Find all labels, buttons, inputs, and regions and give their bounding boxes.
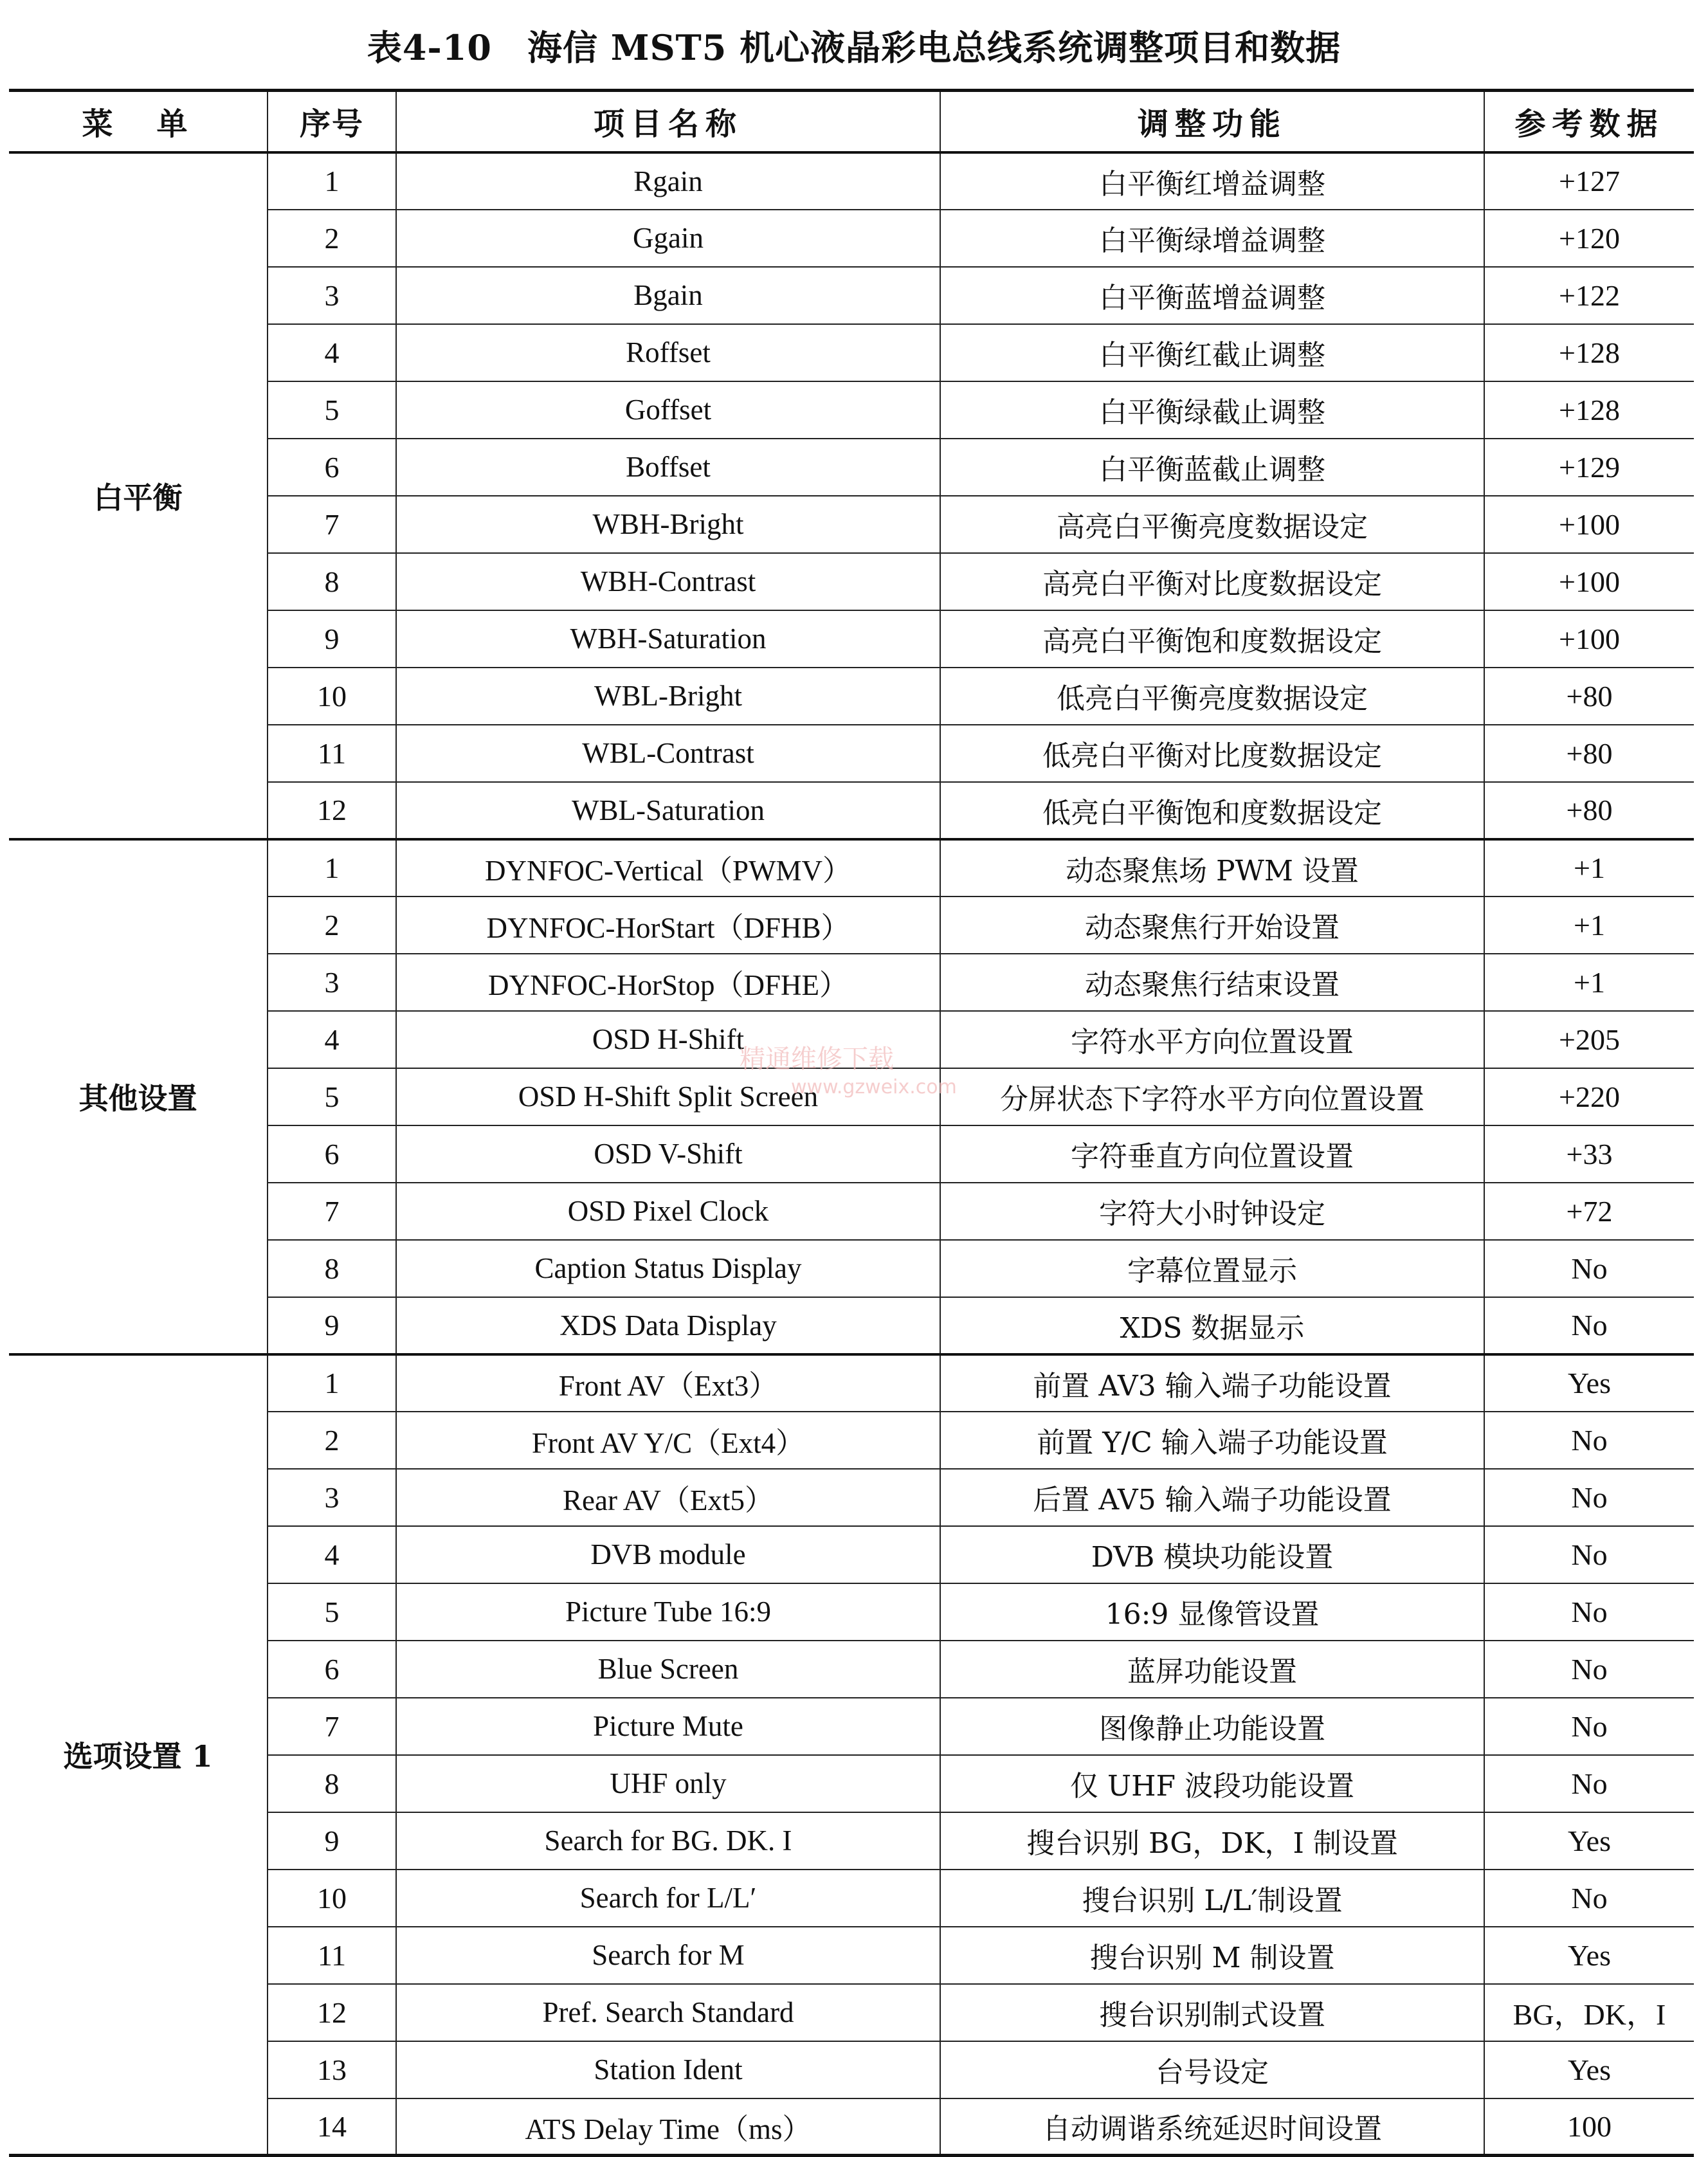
ref-value-cell: +100 (1484, 496, 1694, 553)
seq-cell: 8 (268, 1240, 396, 1297)
function-cell: 搜台识别 L/L′制设置 (940, 1870, 1484, 1927)
header-item: 项目名称 (396, 91, 940, 152)
ref-value-cell: +100 (1484, 610, 1694, 668)
function-cell: 前置 AV3 输入端子功能设置 (940, 1354, 1484, 1412)
item-name-cell: WBL-Saturation (396, 782, 940, 839)
item-name-cell: Caption Status Display (396, 1240, 940, 1297)
item-name-cell: WBH-Contrast (396, 553, 940, 610)
adjustment-table (9, 89, 1694, 2157)
ref-value-cell: +33 (1484, 1125, 1694, 1183)
seq-cell: 10 (268, 668, 396, 725)
watermark-line1: 精通维修下载 (740, 1044, 894, 1074)
seq-cell: 7 (268, 1183, 396, 1240)
seq-cell: 3 (268, 267, 396, 324)
table-title: 表4-10 海信 MST5 机心液晶彩电总线系统调整项目和数据 (367, 27, 1341, 68)
ref-value-cell: No (1484, 1698, 1694, 1755)
function-cell: 低亮白平衡亮度数据设定 (940, 668, 1484, 725)
item-name-cell: Roffset (396, 324, 940, 381)
ref-value-cell: No (1484, 1412, 1694, 1469)
function-cell: 蓝屏功能设置 (940, 1641, 1484, 1698)
ref-value-cell: No (1484, 1870, 1694, 1927)
function-cell: 白平衡红增益调整 (940, 152, 1484, 210)
ref-value-cell: 100 (1484, 2098, 1694, 2156)
menu-cell: 其他设置 (9, 839, 268, 1354)
ref-value-cell: +80 (1484, 668, 1694, 725)
function-cell: 图像静止功能设置 (940, 1698, 1484, 1755)
seq-cell: 14 (268, 2098, 396, 2156)
function-cell: 搜台识别 M 制设置 (940, 1927, 1484, 1984)
ref-value-cell: +80 (1484, 725, 1694, 782)
function-cell: XDS 数据显示 (940, 1297, 1484, 1354)
item-name-cell: DYNFOC-HorStart（DFHB） (396, 896, 940, 954)
seq-cell: 5 (268, 381, 396, 439)
function-cell: 前置 Y/C 输入端子功能设置 (940, 1412, 1484, 1469)
function-cell: 动态聚焦行结束设置 (940, 954, 1484, 1011)
ref-value-cell: No (1484, 1297, 1694, 1354)
function-cell: 低亮白平衡饱和度数据设定 (940, 782, 1484, 839)
item-name-cell: Bgain (396, 267, 940, 324)
function-cell: 动态聚焦场 PWM 设置 (940, 839, 1484, 896)
seq-cell: 9 (268, 1812, 396, 1870)
ref-value-cell: Yes (1484, 1354, 1694, 1412)
function-cell: 白平衡绿增益调整 (940, 210, 1484, 267)
ref-value-cell: +100 (1484, 553, 1694, 610)
item-name-cell: Front AV（Ext3） (396, 1354, 940, 1412)
function-cell: 字符大小时钟设定 (940, 1183, 1484, 1240)
function-cell: DVB 模块功能设置 (940, 1526, 1484, 1583)
item-name-cell: Picture Mute (396, 1698, 940, 1755)
ref-value-cell: +128 (1484, 324, 1694, 381)
ref-value-cell: +220 (1484, 1068, 1694, 1125)
ref-value-cell: BG，DK，I (1484, 1984, 1694, 2041)
seq-cell: 10 (268, 1870, 396, 1927)
function-cell: 后置 AV5 输入端子功能设置 (940, 1469, 1484, 1526)
function-cell: 白平衡蓝增益调整 (940, 267, 1484, 324)
seq-cell: 4 (268, 1011, 396, 1068)
seq-cell: 8 (268, 1755, 396, 1812)
seq-cell: 2 (268, 896, 396, 954)
ref-value-cell: No (1484, 1583, 1694, 1641)
header-ref: 参考数据 (1484, 91, 1694, 152)
item-name-cell: Rear AV（Ext5） (396, 1469, 940, 1526)
function-cell: 白平衡红截止调整 (940, 324, 1484, 381)
ref-value-cell: +122 (1484, 267, 1694, 324)
function-cell: 字幕位置显示 (940, 1240, 1484, 1297)
ref-value-cell: +120 (1484, 210, 1694, 267)
ref-value-cell: +1 (1484, 839, 1694, 896)
ref-value-cell: Yes (1484, 1927, 1694, 1984)
seq-cell: 5 (268, 1583, 396, 1641)
item-name-cell: DYNFOC-Vertical（PWMV） (396, 839, 940, 896)
item-name-cell: WBH-Bright (396, 496, 940, 553)
item-name-cell: DYNFOC-HorStop（DFHE） (396, 954, 940, 1011)
function-cell: 高亮白平衡对比度数据设定 (940, 553, 1484, 610)
function-cell: 字符水平方向位置设置 (940, 1011, 1484, 1068)
seq-cell: 7 (268, 1698, 396, 1755)
seq-cell: 9 (268, 610, 396, 668)
ref-value-cell: +129 (1484, 439, 1694, 496)
seq-cell: 11 (268, 1927, 396, 1984)
table-body (9, 152, 1694, 2156)
item-name-cell: WBH-Saturation (396, 610, 940, 668)
function-cell: 字符垂直方向位置设置 (940, 1125, 1484, 1183)
item-name-cell: OSD H-Shift Split Screen (396, 1068, 940, 1125)
item-name-cell: Search for M (396, 1927, 940, 1984)
ref-value-cell: +128 (1484, 381, 1694, 439)
function-cell: 16:9 显像管设置 (940, 1583, 1484, 1641)
header-seq: 序号 (268, 91, 396, 152)
table-row (9, 152, 1694, 210)
seq-cell: 3 (268, 954, 396, 1011)
item-name-cell: Search for BG. DK. I (396, 1812, 940, 1870)
seq-cell: 1 (268, 152, 396, 210)
item-name-cell: ATS Delay Time（ms） (396, 2098, 940, 2156)
item-name-cell: Goffset (396, 381, 940, 439)
ref-value-cell: +80 (1484, 782, 1694, 839)
function-cell: 白平衡蓝截止调整 (940, 439, 1484, 496)
seq-cell: 2 (268, 210, 396, 267)
function-cell: 高亮白平衡亮度数据设定 (940, 496, 1484, 553)
item-name-cell: Rgain (396, 152, 940, 210)
function-cell: 搜台识别制式设置 (940, 1984, 1484, 2041)
seq-cell: 4 (268, 324, 396, 381)
function-cell: 搜台识别 BG，DK，I 制设置 (940, 1812, 1484, 1870)
menu-cell: 白平衡 (9, 152, 268, 839)
function-cell: 仅 UHF 波段功能设置 (940, 1755, 1484, 1812)
seq-cell: 6 (268, 439, 396, 496)
seq-cell: 3 (268, 1469, 396, 1526)
ref-value-cell: Yes (1484, 2041, 1694, 2098)
function-cell: 动态聚焦行开始设置 (940, 896, 1484, 954)
function-cell: 白平衡绿截止调整 (940, 381, 1484, 439)
ref-value-cell: +72 (1484, 1183, 1694, 1240)
seq-cell: 6 (268, 1125, 396, 1183)
function-cell: 分屏状态下字符水平方向位置设置 (940, 1068, 1484, 1125)
function-cell: 自动调谐系统延迟时间设置 (940, 2098, 1484, 2156)
function-cell: 低亮白平衡对比度数据设定 (940, 725, 1484, 782)
ref-value-cell: No (1484, 1526, 1694, 1583)
table-row (9, 839, 1694, 896)
menu-cell: 选项设置 1 (9, 1354, 268, 2156)
watermark-line2: www.gzweix.com (791, 1076, 957, 1098)
header-row (9, 91, 1694, 152)
item-name-cell: UHF only (396, 1755, 940, 1812)
function-cell: 台号设定 (940, 2041, 1484, 2098)
ref-value-cell: +127 (1484, 152, 1694, 210)
item-name-cell: OSD V-Shift (396, 1125, 940, 1183)
seq-cell: 12 (268, 1984, 396, 2041)
header-menu: 菜 单 (9, 91, 268, 152)
seq-cell: 9 (268, 1297, 396, 1354)
seq-cell: 7 (268, 496, 396, 553)
seq-cell: 4 (268, 1526, 396, 1583)
item-name-cell: XDS Data Display (396, 1297, 940, 1354)
item-name-cell: WBL-Contrast (396, 725, 940, 782)
seq-cell: 11 (268, 725, 396, 782)
item-name-cell: Search for L/L′ (396, 1870, 940, 1927)
seq-cell: 12 (268, 782, 396, 839)
item-name-cell: OSD H-Shift (396, 1011, 940, 1068)
seq-cell: 1 (268, 839, 396, 896)
seq-cell: 1 (268, 1354, 396, 1412)
item-name-cell: Pref. Search Standard (396, 1984, 940, 2041)
item-name-cell: Picture Tube 16:9 (396, 1583, 940, 1641)
seq-cell: 5 (268, 1068, 396, 1125)
function-cell: 高亮白平衡饱和度数据设定 (940, 610, 1484, 668)
seq-cell: 13 (268, 2041, 396, 2098)
item-name-cell: DVB module (396, 1526, 940, 1583)
seq-cell: 2 (268, 1412, 396, 1469)
seq-cell: 8 (268, 553, 396, 610)
item-name-cell: Blue Screen (396, 1641, 940, 1698)
header-function: 调整功能 (940, 91, 1484, 152)
ref-value-cell: No (1484, 1469, 1694, 1526)
ref-value-cell: Yes (1484, 1812, 1694, 1870)
table-row (9, 1354, 1694, 1412)
seq-cell: 6 (268, 1641, 396, 1698)
item-name-cell: WBL-Bright (396, 668, 940, 725)
ref-value-cell: No (1484, 1755, 1694, 1812)
ref-value-cell: +1 (1484, 954, 1694, 1011)
item-name-cell: Ggain (396, 210, 940, 267)
item-name-cell: OSD Pixel Clock (396, 1183, 940, 1240)
item-name-cell: Station Ident (396, 2041, 940, 2098)
ref-value-cell: +1 (1484, 896, 1694, 954)
item-name-cell: Boffset (396, 439, 940, 496)
item-name-cell: Front AV Y/C（Ext4） (396, 1412, 940, 1469)
ref-value-cell: +205 (1484, 1011, 1694, 1068)
ref-value-cell: No (1484, 1641, 1694, 1698)
ref-value-cell: No (1484, 1240, 1694, 1297)
